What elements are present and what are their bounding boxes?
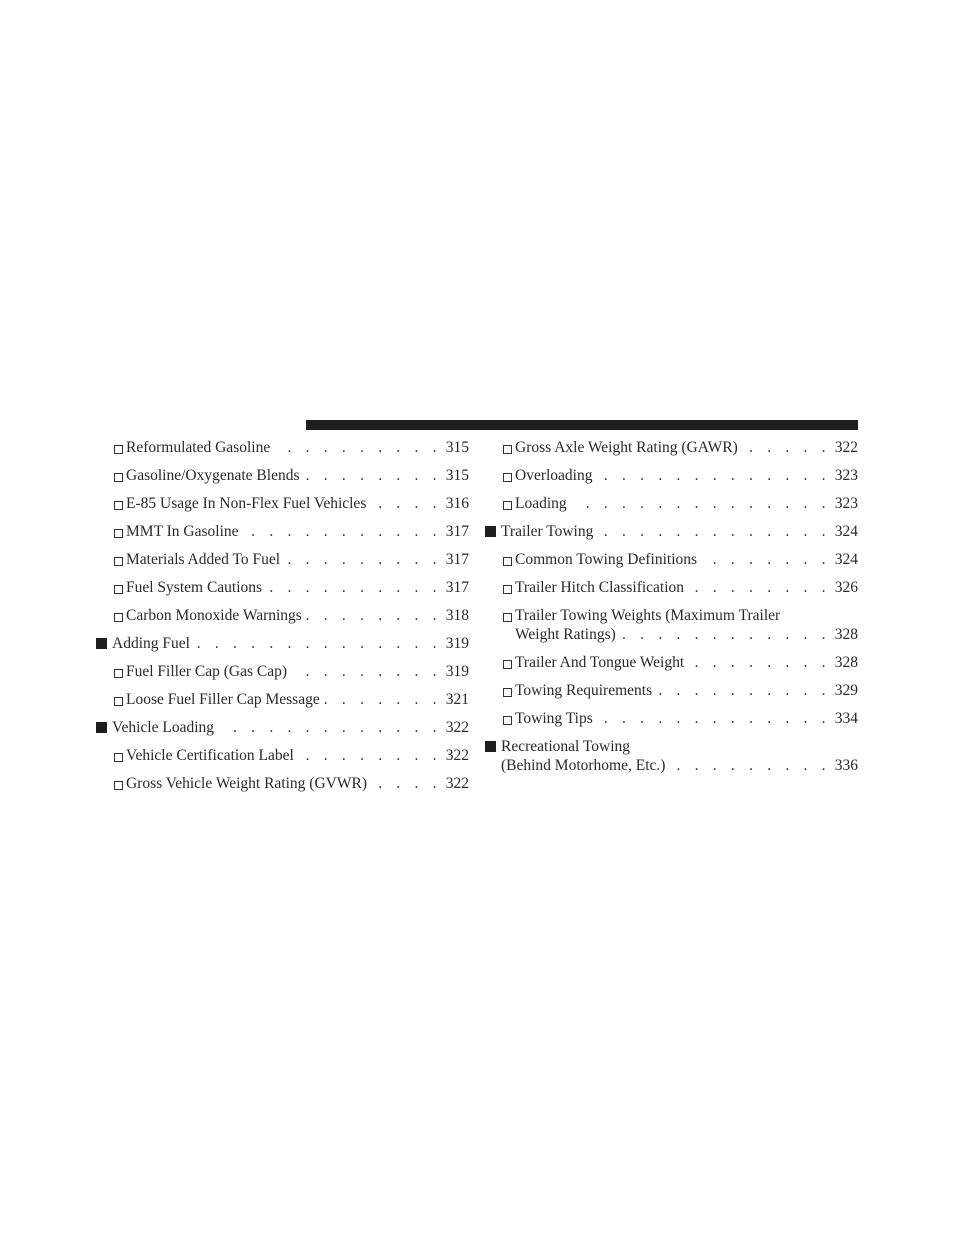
toc-entry-row — [126, 658, 469, 686]
toc-page-number: 334 — [834, 710, 858, 727]
toc-entry-label: Adding Fuel — [112, 635, 190, 652]
toc-subsection-entry[interactable] — [485, 677, 858, 705]
dot-leader — [597, 518, 830, 546]
dot-leader — [303, 462, 441, 490]
toc-entry-label: Carbon Monoxide Warnings — [126, 607, 302, 624]
hollow-square-bullet-icon — [114, 753, 123, 762]
toc-entry-label: Common Towing Definitions — [515, 551, 698, 568]
hollow-square-bullet-icon — [114, 557, 123, 566]
toc-entry-label: Trailer And Tongue Weight — [515, 654, 685, 671]
toc-entry-label: Gasoline/Oxygenate Blends — [126, 467, 300, 484]
toc-entry-label: MMT In Gasoline — [126, 523, 239, 540]
toc-entry-row — [515, 677, 858, 705]
toc-entry-row — [126, 546, 469, 574]
toc-section-entry[interactable] — [96, 714, 469, 742]
toc-entry-row — [126, 742, 469, 770]
toc-subsection-entry[interactable] — [485, 649, 858, 677]
hollow-square-bullet-icon — [114, 501, 123, 510]
toc-entry-label: Trailer Towing Weights (Maximum Trailer — [515, 607, 781, 624]
dot-leader — [669, 752, 830, 780]
hollow-square-bullet-icon — [114, 781, 123, 790]
hollow-square-bullet-icon — [114, 445, 123, 454]
toc-section-entry[interactable] — [96, 630, 469, 658]
toc-page-number: 316 — [445, 495, 469, 512]
toc-page-number: 323 — [834, 495, 858, 512]
toc-subsection-entry[interactable] — [485, 705, 858, 733]
dot-leader — [218, 714, 442, 742]
toc-entry-row — [515, 621, 858, 649]
toc-subsection-entry[interactable] — [96, 546, 469, 574]
dot-leader — [194, 630, 442, 658]
toc-page-number: 319 — [445, 663, 469, 680]
toc-subsection-entry[interactable] — [96, 686, 469, 714]
toc-entry-row — [126, 574, 469, 602]
toc-entry-row — [515, 649, 858, 677]
toc-entry-label: Recreational Towing — [501, 738, 631, 755]
dot-leader — [701, 546, 831, 574]
hollow-square-bullet-icon — [503, 613, 512, 622]
toc-subsection-entry[interactable] — [96, 490, 469, 518]
toc-page-number: 336 — [834, 757, 858, 774]
toc-entry-row — [126, 462, 469, 490]
hollow-square-bullet-icon — [503, 557, 512, 566]
toc-page-number: 322 — [445, 719, 469, 736]
hollow-square-bullet-icon — [503, 716, 512, 725]
toc-subsection-entry[interactable] — [96, 602, 469, 630]
toc-page-number: 321 — [445, 691, 469, 708]
hollow-square-bullet-icon — [503, 688, 512, 697]
dot-leader — [291, 658, 442, 686]
hollow-square-bullet-icon — [114, 613, 123, 622]
dot-leader — [298, 742, 442, 770]
toc-entry-label: Towing Requirements — [515, 682, 653, 699]
toc-entry-label: Loading — [515, 495, 567, 512]
toc-entry-label-continued: (Behind Motorhome, Etc.) — [501, 757, 666, 774]
toc-entry-label: Trailer Towing — [501, 523, 594, 540]
toc-subsection-entry[interactable] — [96, 518, 469, 546]
hollow-square-bullet-icon — [114, 585, 123, 594]
toc-entry-label: Reformulated Gasoline — [126, 439, 271, 456]
toc-page-number: 315 — [445, 439, 469, 456]
toc-page-number: 317 — [445, 551, 469, 568]
toc-entry-row — [515, 434, 858, 462]
toc-entry-row — [112, 630, 469, 658]
dot-leader — [656, 677, 831, 705]
toc-subsection-entry[interactable] — [96, 770, 469, 798]
toc-entry-row — [126, 770, 469, 798]
dot-leader — [324, 686, 442, 714]
hollow-square-bullet-icon — [114, 697, 123, 706]
toc-entry-row — [501, 752, 858, 780]
toc-entry-label: Vehicle Loading — [112, 719, 215, 736]
toc-entry-row — [515, 462, 858, 490]
toc-entry-row — [126, 490, 469, 518]
toc-entry-row — [126, 518, 469, 546]
toc-page-number: 323 — [834, 467, 858, 484]
hollow-square-bullet-icon — [503, 501, 512, 510]
toc-entry-row — [515, 490, 858, 518]
dot-leader — [284, 546, 442, 574]
dot-leader — [688, 649, 831, 677]
toc-subsection-entry[interactable] — [96, 574, 469, 602]
hollow-square-bullet-icon — [114, 473, 123, 482]
toc-subsection-entry[interactable] — [96, 658, 469, 686]
toc-subsection-entry[interactable] — [485, 490, 858, 518]
dot-leader — [596, 462, 830, 490]
toc-section-entry[interactable] — [485, 518, 858, 546]
toc-right-column — [485, 434, 858, 780]
toc-page-number: 318 — [445, 607, 469, 624]
dot-leader — [688, 574, 831, 602]
toc-section-entry[interactable] — [485, 733, 858, 780]
toc-entry-label: Fuel System Cautions — [126, 579, 263, 596]
dot-leader — [742, 434, 831, 462]
dot-leader — [243, 518, 442, 546]
section-header-bar — [306, 420, 858, 430]
filled-square-bullet-icon — [485, 741, 496, 752]
toc-subsection-entry[interactable] — [485, 574, 858, 602]
toc-entry-label: Gross Vehicle Weight Rating (GVWR) — [126, 775, 367, 792]
dot-leader — [306, 602, 442, 630]
toc-entry-label-continued: Weight Ratings) — [515, 626, 616, 643]
toc-entry-row — [112, 714, 469, 742]
dot-leader — [274, 434, 442, 462]
hollow-square-bullet-icon — [114, 669, 123, 678]
toc-entry-row — [515, 705, 858, 733]
toc-subsection-entry[interactable] — [485, 462, 858, 490]
hollow-square-bullet-icon — [114, 529, 123, 538]
toc-page-number: 322 — [445, 747, 469, 764]
toc-page-number: 322 — [445, 775, 469, 792]
dot-leader — [371, 770, 442, 798]
toc-entry-label: Gross Axle Weight Rating (GAWR) — [515, 439, 738, 456]
toc-entry-label: Loose Fuel Filler Cap Message — [126, 691, 320, 708]
toc-left-column — [96, 434, 469, 798]
toc-page-number: 317 — [445, 579, 469, 596]
toc-entry-label: Vehicle Certification Label — [126, 747, 294, 764]
toc-subsection-entry[interactable] — [96, 742, 469, 770]
hollow-square-bullet-icon — [503, 585, 512, 594]
toc-entry-row — [501, 518, 858, 546]
toc-entry-row — [515, 546, 858, 574]
toc-entry-label: Trailer Hitch Classification — [515, 579, 685, 596]
toc-page-number: 328 — [834, 654, 858, 671]
toc-page-number: 326 — [834, 579, 858, 596]
toc-subsection-entry[interactable] — [485, 546, 858, 574]
toc-page-number: 319 — [445, 635, 469, 652]
toc-page-number: 315 — [445, 467, 469, 484]
toc-page-number: 324 — [834, 551, 858, 568]
toc-subsection-entry[interactable] — [96, 462, 469, 490]
toc-entry-row — [126, 602, 469, 630]
toc-subsection-entry[interactable] — [485, 602, 858, 649]
filled-square-bullet-icon — [96, 722, 107, 733]
toc-page-number: 324 — [834, 523, 858, 540]
toc-entry-label: Towing Tips — [515, 710, 593, 727]
dot-leader — [620, 621, 831, 649]
toc-page-number: 329 — [834, 682, 858, 699]
filled-square-bullet-icon — [485, 526, 496, 537]
dot-leader — [266, 574, 442, 602]
toc-subsection-entry[interactable] — [485, 434, 858, 462]
toc-entry-row — [126, 434, 469, 462]
dot-leader — [571, 490, 831, 518]
toc-entry-label: Materials Added To Fuel — [126, 551, 281, 568]
toc-page-number: 317 — [445, 523, 469, 540]
toc-entry-label: E-85 Usage In Non-Flex Fuel Vehicles — [126, 495, 367, 512]
hollow-square-bullet-icon — [503, 473, 512, 482]
toc-entry-label: Overloading — [515, 467, 593, 484]
filled-square-bullet-icon — [96, 638, 107, 649]
toc-page-number: 322 — [834, 439, 858, 456]
hollow-square-bullet-icon — [503, 445, 512, 454]
toc-entry-row — [515, 574, 858, 602]
toc-page-number: 328 — [834, 626, 858, 643]
dot-leader — [597, 705, 831, 733]
hollow-square-bullet-icon — [503, 660, 512, 669]
toc-entry-row — [126, 686, 469, 714]
toc-entry-label: Fuel Filler Cap (Gas Cap) — [126, 663, 288, 680]
toc-subsection-entry[interactable] — [96, 434, 469, 462]
dot-leader — [370, 490, 441, 518]
